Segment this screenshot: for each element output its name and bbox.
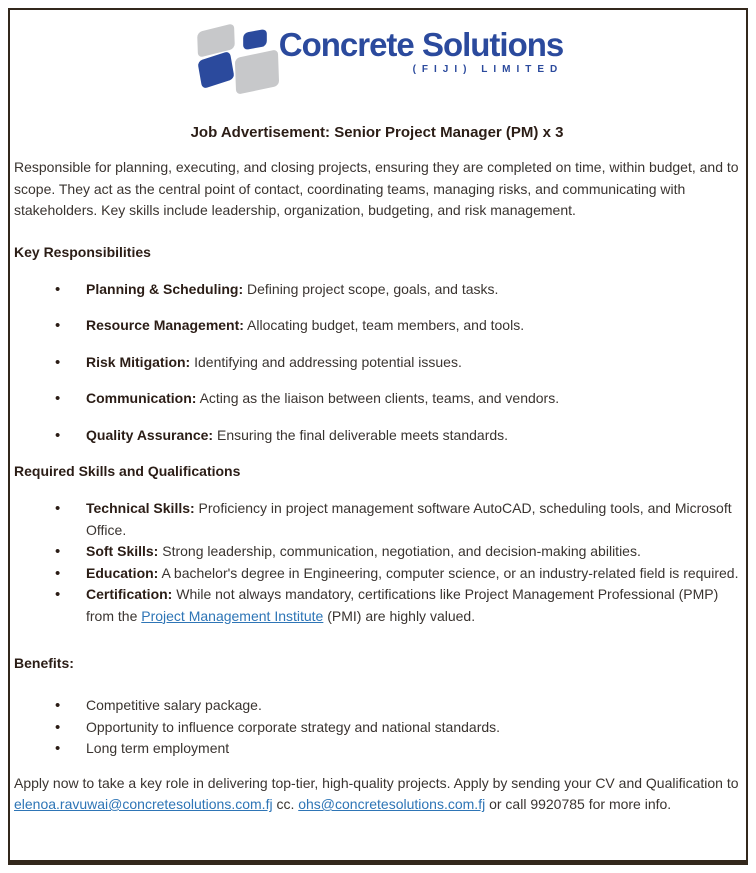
section-heading-benefits: Benefits: (14, 655, 74, 671)
closing-text: or call 9920785 for more info. (485, 796, 672, 812)
document-page (8, 8, 748, 865)
list-item (86, 695, 740, 717)
benefits-list (14, 695, 740, 760)
logo-subtitle: (FIJI) LIMITED (412, 63, 564, 75)
closing-paragraph (14, 773, 740, 816)
company-logo (14, 16, 740, 108)
list-item (86, 279, 740, 301)
item-text: While not always mandatory, certifications like Project Management Professional (PMP) from the (86, 586, 719, 624)
item-text: Competitive salary package. (86, 697, 262, 713)
item-text: Ensuring the final deliverable meets standards. (213, 426, 509, 443)
section-heading-required-skills: Required Skills and Qualifications (14, 463, 241, 479)
required-skills-list (14, 498, 740, 627)
item-text: Proficiency in project management software AutoCAD, scheduling tools, and Microsoft Office. (86, 500, 732, 538)
list-item (86, 584, 740, 627)
item-text: Strong leadership, communication, negotiation, and decision-making abilities. (158, 543, 641, 559)
item-text: Identifying and addressing potential issues. (190, 353, 462, 370)
list-item (86, 425, 740, 447)
item-label: Technical Skills: (86, 500, 195, 516)
logo-company-name: Concrete Solutions (278, 26, 564, 63)
email-link-cc[interactable]: ohs@concretesolutions.com.fj (298, 796, 486, 812)
item-label: Resource Management: (86, 317, 244, 333)
item-text: Opportunity to influence corporate strategy and national standards. (86, 718, 501, 735)
list-item (86, 717, 740, 739)
item-label: Certification: (86, 586, 173, 602)
key-responsibilities-list (14, 279, 740, 447)
item-label: Quality Assurance: (86, 426, 214, 443)
list-item (86, 498, 740, 541)
list-item (86, 315, 740, 337)
email-link-primary[interactable]: elenoa.ravuwai@concretesolutions.com.fj (14, 796, 273, 812)
item-label: Communication: (86, 390, 197, 406)
logo-tiles-icon (191, 16, 279, 100)
pmi-link[interactable]: Project Management Institute (141, 607, 324, 624)
item-text: Long term employment (86, 740, 230, 756)
list-item (86, 388, 740, 410)
list-item (86, 563, 740, 585)
item-label: Risk Mitigation: (86, 353, 191, 370)
list-item (86, 738, 740, 760)
logo-tile-gray-bottom (235, 49, 279, 95)
item-text: Acting as the liaison between clients, teams, and vendors. (196, 390, 560, 406)
list-item (86, 352, 740, 374)
item-text: Defining project scope, goals, and tasks. (243, 280, 499, 297)
item-label: Planning & Scheduling: (86, 280, 244, 297)
intro-paragraph: Responsible for planning, executing, and closing projects, ensuring they are completed on time, within budget, and to scope. They act as the central point of contact, coordinating teams, managing risks, and communicating with stakeholders. Key skills include leadership, organization, budgeting, and risk management. (14, 159, 739, 218)
job-ad-title: Job Advertisement: Senior Project Manager (PM) x 3 (190, 124, 564, 141)
section-heading-key-responsibilities: Key Responsibilities (14, 243, 151, 260)
list-item (86, 541, 740, 563)
closing-text: cc. (272, 796, 299, 812)
item-text: Allocating budget, team members, and tools. (243, 317, 525, 333)
item-label: Education: (86, 564, 159, 581)
logo-text-block (279, 28, 564, 75)
item-label: Soft Skills: (86, 543, 159, 559)
logo-tile-blue-small (243, 29, 267, 50)
closing-text: Apply now to take a key role in delivering top-tier, high-quality projects. Apply by sending your CV and Qualification to (14, 774, 739, 791)
item-text: (PMI) are highly valued. (323, 607, 476, 624)
item-text: A bachelor's degree in Engineering, computer science, or an industry-related field is required. (158, 564, 739, 581)
